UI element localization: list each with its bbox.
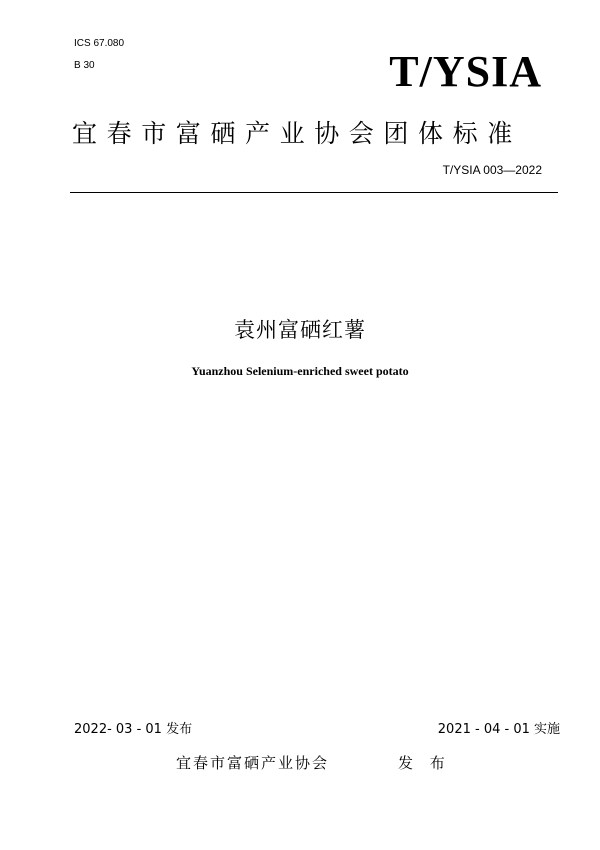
classification-code: B 30 xyxy=(74,60,95,71)
org-standard-title: 宜春市富硒产业协会团体标准 xyxy=(72,119,522,148)
publish-date: 2022- 03 - 01 发布 xyxy=(74,722,193,737)
standard-logo: T/YSIA xyxy=(389,47,542,96)
effective-date: 2021 - 04 - 01 实施 xyxy=(437,722,560,737)
header-rule xyxy=(70,192,558,193)
issue-label: 发 布 xyxy=(398,754,451,772)
document-title-en: Yuanzhou Selenium-enriched sweet potato xyxy=(191,364,409,378)
document-title-cn: 袁州富硒红薯 xyxy=(234,318,366,342)
ics-code: ICS 67.080 xyxy=(74,38,125,49)
standard-number: T/YSIA 003—2022 xyxy=(442,163,542,177)
issuer-name: 宜春市富硒产业协会 xyxy=(176,754,330,772)
